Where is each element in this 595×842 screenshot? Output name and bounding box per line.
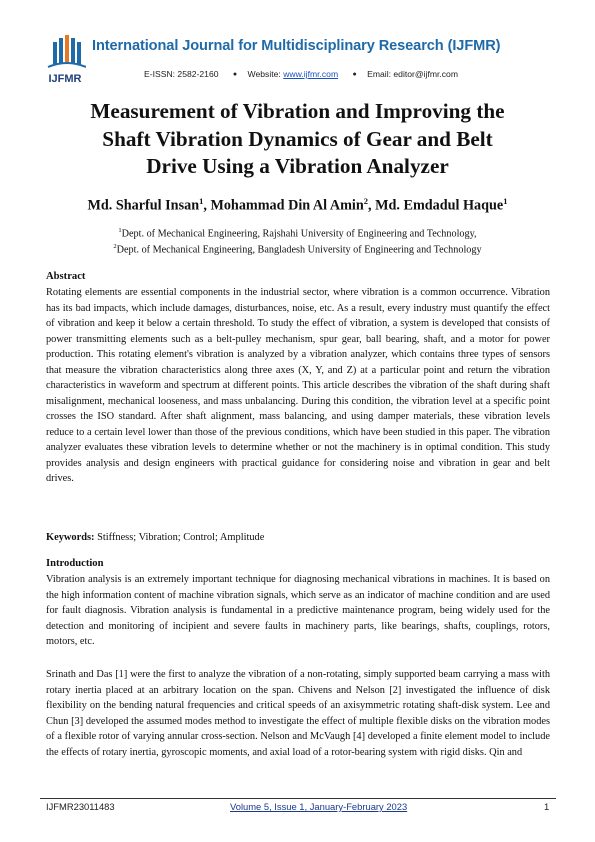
author-mark: 1 bbox=[503, 196, 508, 206]
website-link[interactable]: www.ijfmr.com bbox=[283, 69, 339, 79]
introduction-heading: Introduction bbox=[46, 558, 104, 569]
email: Email: editor@ijfmr.com bbox=[367, 69, 458, 79]
logo-pillars-icon bbox=[48, 35, 86, 67]
author-name: Mohammad Din Al Amin bbox=[210, 197, 364, 214]
affiliation-text: Dept. of Mechanical Engineering, Bangladesh University of Engineering and Technology bbox=[116, 244, 482, 256]
author-sep: , bbox=[203, 197, 211, 214]
introduction-paragraph: Vibration analysis is an extremely important technique for diagnosing mechanical vibrations in machines. It is based on the high information content of machine vibration signals, which serve as an indicator of machine condition and are used for fault diagnosis. Vibration analysis is fundamental in a predictive maintenance program, being widely used for the detection and monitoring of incipient and severe faults in machinery parts, like bearings, shafts, couplings, rotors, motors, etc. bbox=[46, 574, 550, 647]
author-name: Md. Emdadul Haque bbox=[375, 197, 504, 214]
bullet-icon: ● bbox=[232, 71, 238, 78]
logo-wordmark: IJFMR bbox=[48, 73, 82, 85]
abstract-text: Rotating elements are essential components in the industrial sector, where vibration is a common occurrence. Vibration has its bad impacts, which include damages, disturbances, noise, etc. As a result, every industry must quantify the effect of vibration and keep it below a certain threshold. To study the effect of vibration, a system is developed that consists of power transmitting elements such as a belt-pulley mechanism, spur gear, ball bearing, shaft, and a motor for power production. This rotating element's vibration is analyzed by a vibration analyzer, which contains three types of sensors that measure the vibration characteristics along three axes (X, Y, and Z) at a particular point and return the vibration characteristics in waveform and spectrum at different points. This article describes the vibration of the shaft during shaft misalignment, mechanical looseness, and mass unbalancing. During this condition, the vibration level at a specific point crosses the ISO standard. After shaft alignment, mass balancing, and using damper materials, these vibration levels reduce to a certain level lower than those of the previous conditions, which have been studied in this paper. The vibration analyzer evaluates these vibration levels to determine whether or not the machinery is in optimal condition. This study provides analysis and design engineers with practical guidance for considering noise and vibration in gear and belt drives. bbox=[46, 287, 550, 484]
affiliation-mark: 1 bbox=[118, 227, 122, 234]
title-line-2: Shaft Vibration Dynamics of Gear and Belt bbox=[102, 126, 493, 151]
introduction-paragraph: Srinath and Das [1] were the first to analyze the vibration of a non-rotating, simply supported beam carrying a mass with rotary inertia placed at an arbitrary location on the span. Chivens and Nelson [2] investigated the influence of disk flexibility on the bending natural frequencies and critical speeds of an axisymmetric rotating shaft-disk system. Lee and Chun [3] developed the assumed modes method to investigate the effect of multiple flexible disks on the vibration modes of a flexible rotor of varying annular cross-section. Nelson and McVaugh [4] developed a finite element model to include the effects of rotary inertia, gyroscopic moments, and axial load of a rotor-bearing system with rigid disks. Qin and bbox=[46, 669, 550, 758]
author-sep: , bbox=[368, 197, 376, 214]
keywords-text: Stiffness; Vibration; Control; Amplitude bbox=[97, 532, 265, 543]
affiliation-text: Dept. of Mechanical Engineering, Rajshahi University of Engineering and Technology, bbox=[121, 228, 477, 240]
affiliation-mark: 2 bbox=[113, 243, 117, 250]
website-label: Website: bbox=[247, 69, 281, 79]
keywords bbox=[46, 532, 264, 543]
footer-rule bbox=[40, 798, 556, 799]
author-name: Md. Sharful Insan bbox=[87, 197, 200, 214]
journal-logo bbox=[44, 33, 86, 85]
volume-issue-link[interactable]: Volume 5, Issue 1, January-February 2023 bbox=[230, 801, 408, 812]
journal-name: International Journal for Multidisciplinary Research bbox=[92, 38, 444, 54]
affiliation bbox=[40, 227, 555, 239]
author-mark: 1 bbox=[199, 196, 204, 206]
eissn: E-ISSN: 2582-2160 bbox=[144, 69, 219, 79]
journal-abbrev: (IJFMR) bbox=[447, 38, 501, 54]
paper-id: IJFMR23011483 bbox=[46, 801, 115, 812]
abstract-heading: Abstract bbox=[46, 271, 86, 282]
bullet-icon: ● bbox=[352, 71, 357, 78]
paper-title bbox=[40, 98, 555, 181]
journal-title bbox=[92, 38, 564, 54]
keywords-label: Keywords: bbox=[46, 532, 95, 543]
author-mark: 2 bbox=[363, 196, 369, 206]
page-number: 1 bbox=[544, 801, 550, 812]
journal-header bbox=[44, 30, 564, 86]
author-list bbox=[40, 196, 555, 215]
title-line-3: Drive Using a Vibration Analyzer bbox=[146, 154, 449, 178]
journal-meta bbox=[144, 69, 564, 79]
affiliation bbox=[40, 243, 555, 255]
title-line-1: Measurement of Vibration and Improving the bbox=[90, 99, 505, 123]
